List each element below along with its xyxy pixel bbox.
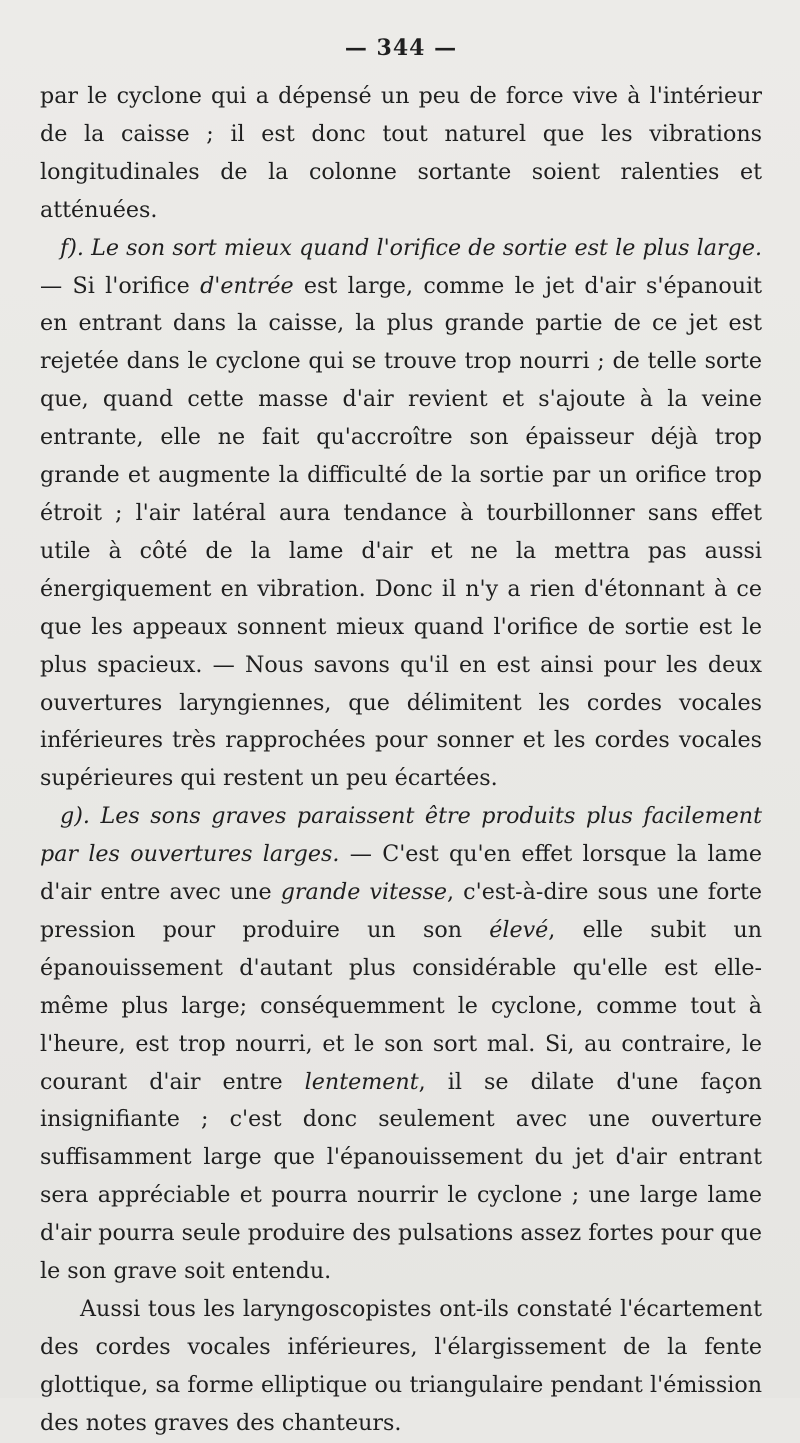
emphasis: élevé xyxy=(489,916,549,943)
text-run: par le cyclone qui a dépensé un peu de force vive à l'intérieur de la caisse ; il est donc tout naturel que les vibrations longitudinales de la colonne sortante soient ralenties et atténuées. xyxy=(40,83,762,223)
text-run: , c'est-à-dire sous une forte pression pour produire un son xyxy=(40,879,763,943)
emphasis: lentement xyxy=(304,1068,419,1095)
text-run: Aussi tous les laryngoscopistes ont-ils constaté l'écartement des cordes vocales inférieures, l'élargissement de la fente glottique, sa forme elliptique ou triangulaire pendant l'émission des notes graves des chanteurs. xyxy=(40,1296,762,1436)
text-run: , elle subit un épanouissement d'autant plus considérable qu'elle est elle-même plus large; conséquemment le cyclone, comme tout à l'heure, est trop nourri, et le son sort mal. Si, au contraire, le courant d'air entre xyxy=(40,916,762,1095)
text-run: est large, comme le jet d'air s'épanouit en entrant dans la caisse, la plus grande partie de ce jet est rejetée dans le cyclone qui se trouve trop nourri ; de telle sorte que, quand cette masse d'air revient et s'ajoute à la veine entrante, elle ne fait qu'accroître son épaisseur déjà trop grande et augmente la difficulté de la sortie par un orifice trop étroit ; l'air latéral aura tendance à tourbillonner sans effet utile à côté de la lame d'air et ne la mettra pas aussi énergiquement en vibration. Donc il n'y a rien d'étonnant à ce que les appeaux sonnent mieux quand l'orifice de sortie est le plus spacieux. — Nous savons qu'il en est ainsi pour les deux ouvertures laryngiennes, que délimitent les cordes vocales inférieures très rapprochées pour sonner et les cordes vocales supérieures qui restent un peu écartées. xyxy=(40,272,762,792)
text-run: — C'est qu'en effet lorsque la lame d'air entre avec une xyxy=(40,841,763,906)
paragraph xyxy=(40,78,762,230)
emphasis: grande vitesse xyxy=(280,879,448,906)
body-text xyxy=(40,78,762,1443)
section-heading-f: f). Le son sort mieux quand l'orifice de sortie est le plus large. xyxy=(60,234,762,261)
page-number: — 344 — xyxy=(344,35,458,61)
text-run: — Si l'orifice xyxy=(40,272,201,299)
text-run: , il se dilate d'une façon insignifiante ; c'est donc seulement avec une ouverture suffisamment large que l'épanouissement du jet d'air entrant sera appréciable et pourra nourrir le cyclone ; une large lame d'air pourra seule produire des pulsations assez fortes pour que le son grave soit entendu. xyxy=(40,1068,763,1285)
emphasis: d'entrée xyxy=(200,272,294,299)
paragraph xyxy=(40,230,762,799)
paragraph xyxy=(40,798,762,1291)
paragraph xyxy=(40,1291,762,1443)
section-heading-g: g). Les sons graves paraissent être produits plus facilement par les ouvertures larges. xyxy=(40,803,762,868)
